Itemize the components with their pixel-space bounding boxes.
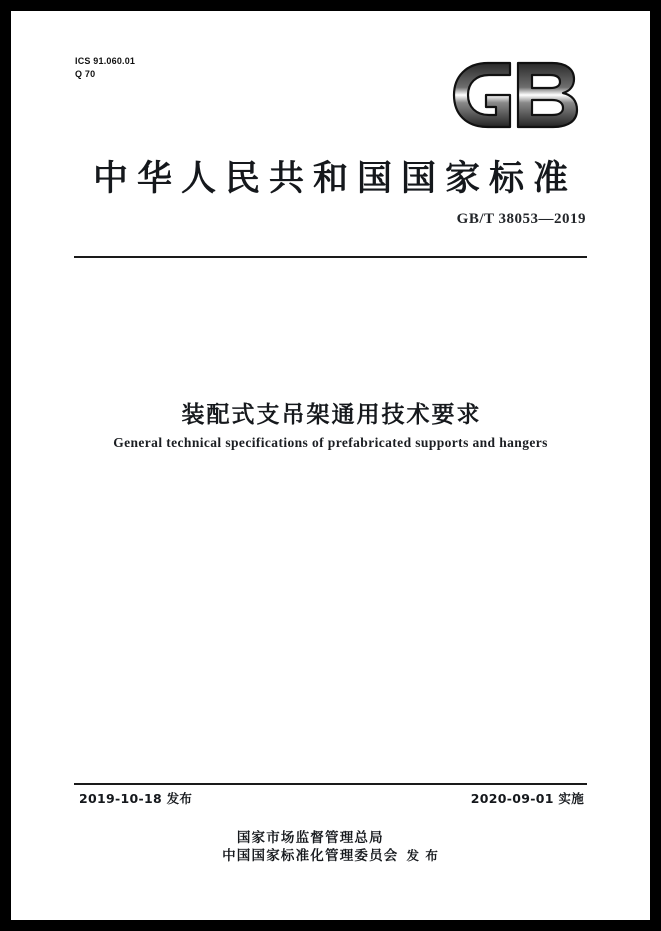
publisher-names <box>222 829 398 865</box>
standard-number: GB/T 38053—2019 <box>456 211 586 227</box>
document-title-chinese: 装配式支吊架通用技术要求 <box>181 402 482 428</box>
header-divider <box>74 256 587 258</box>
publisher-line-2: 中国国家标准化管理委员会 <box>222 848 399 864</box>
issue-date: 2019-10-18 发布 <box>79 791 193 806</box>
standard-cover-page <box>11 11 650 920</box>
gb-emblem-icon <box>448 57 588 133</box>
publisher-block <box>11 829 650 865</box>
footer-divider <box>74 783 587 785</box>
publisher-issue-label: 发 布 <box>406 848 439 863</box>
effective-date: 2020-09-01 实施 <box>470 791 584 806</box>
ics-code: ICS 91.060.01 <box>75 56 136 66</box>
ics-classification-block <box>75 55 135 81</box>
publisher-line-1: 国家市场监督管理总局 <box>236 830 384 846</box>
page-title: 中华人民共和国国家标准 <box>92 158 577 199</box>
ccs-code: Q 70 <box>75 69 96 79</box>
document-title-english: General technical specifications of prefabricated supports and hangers <box>113 435 548 450</box>
